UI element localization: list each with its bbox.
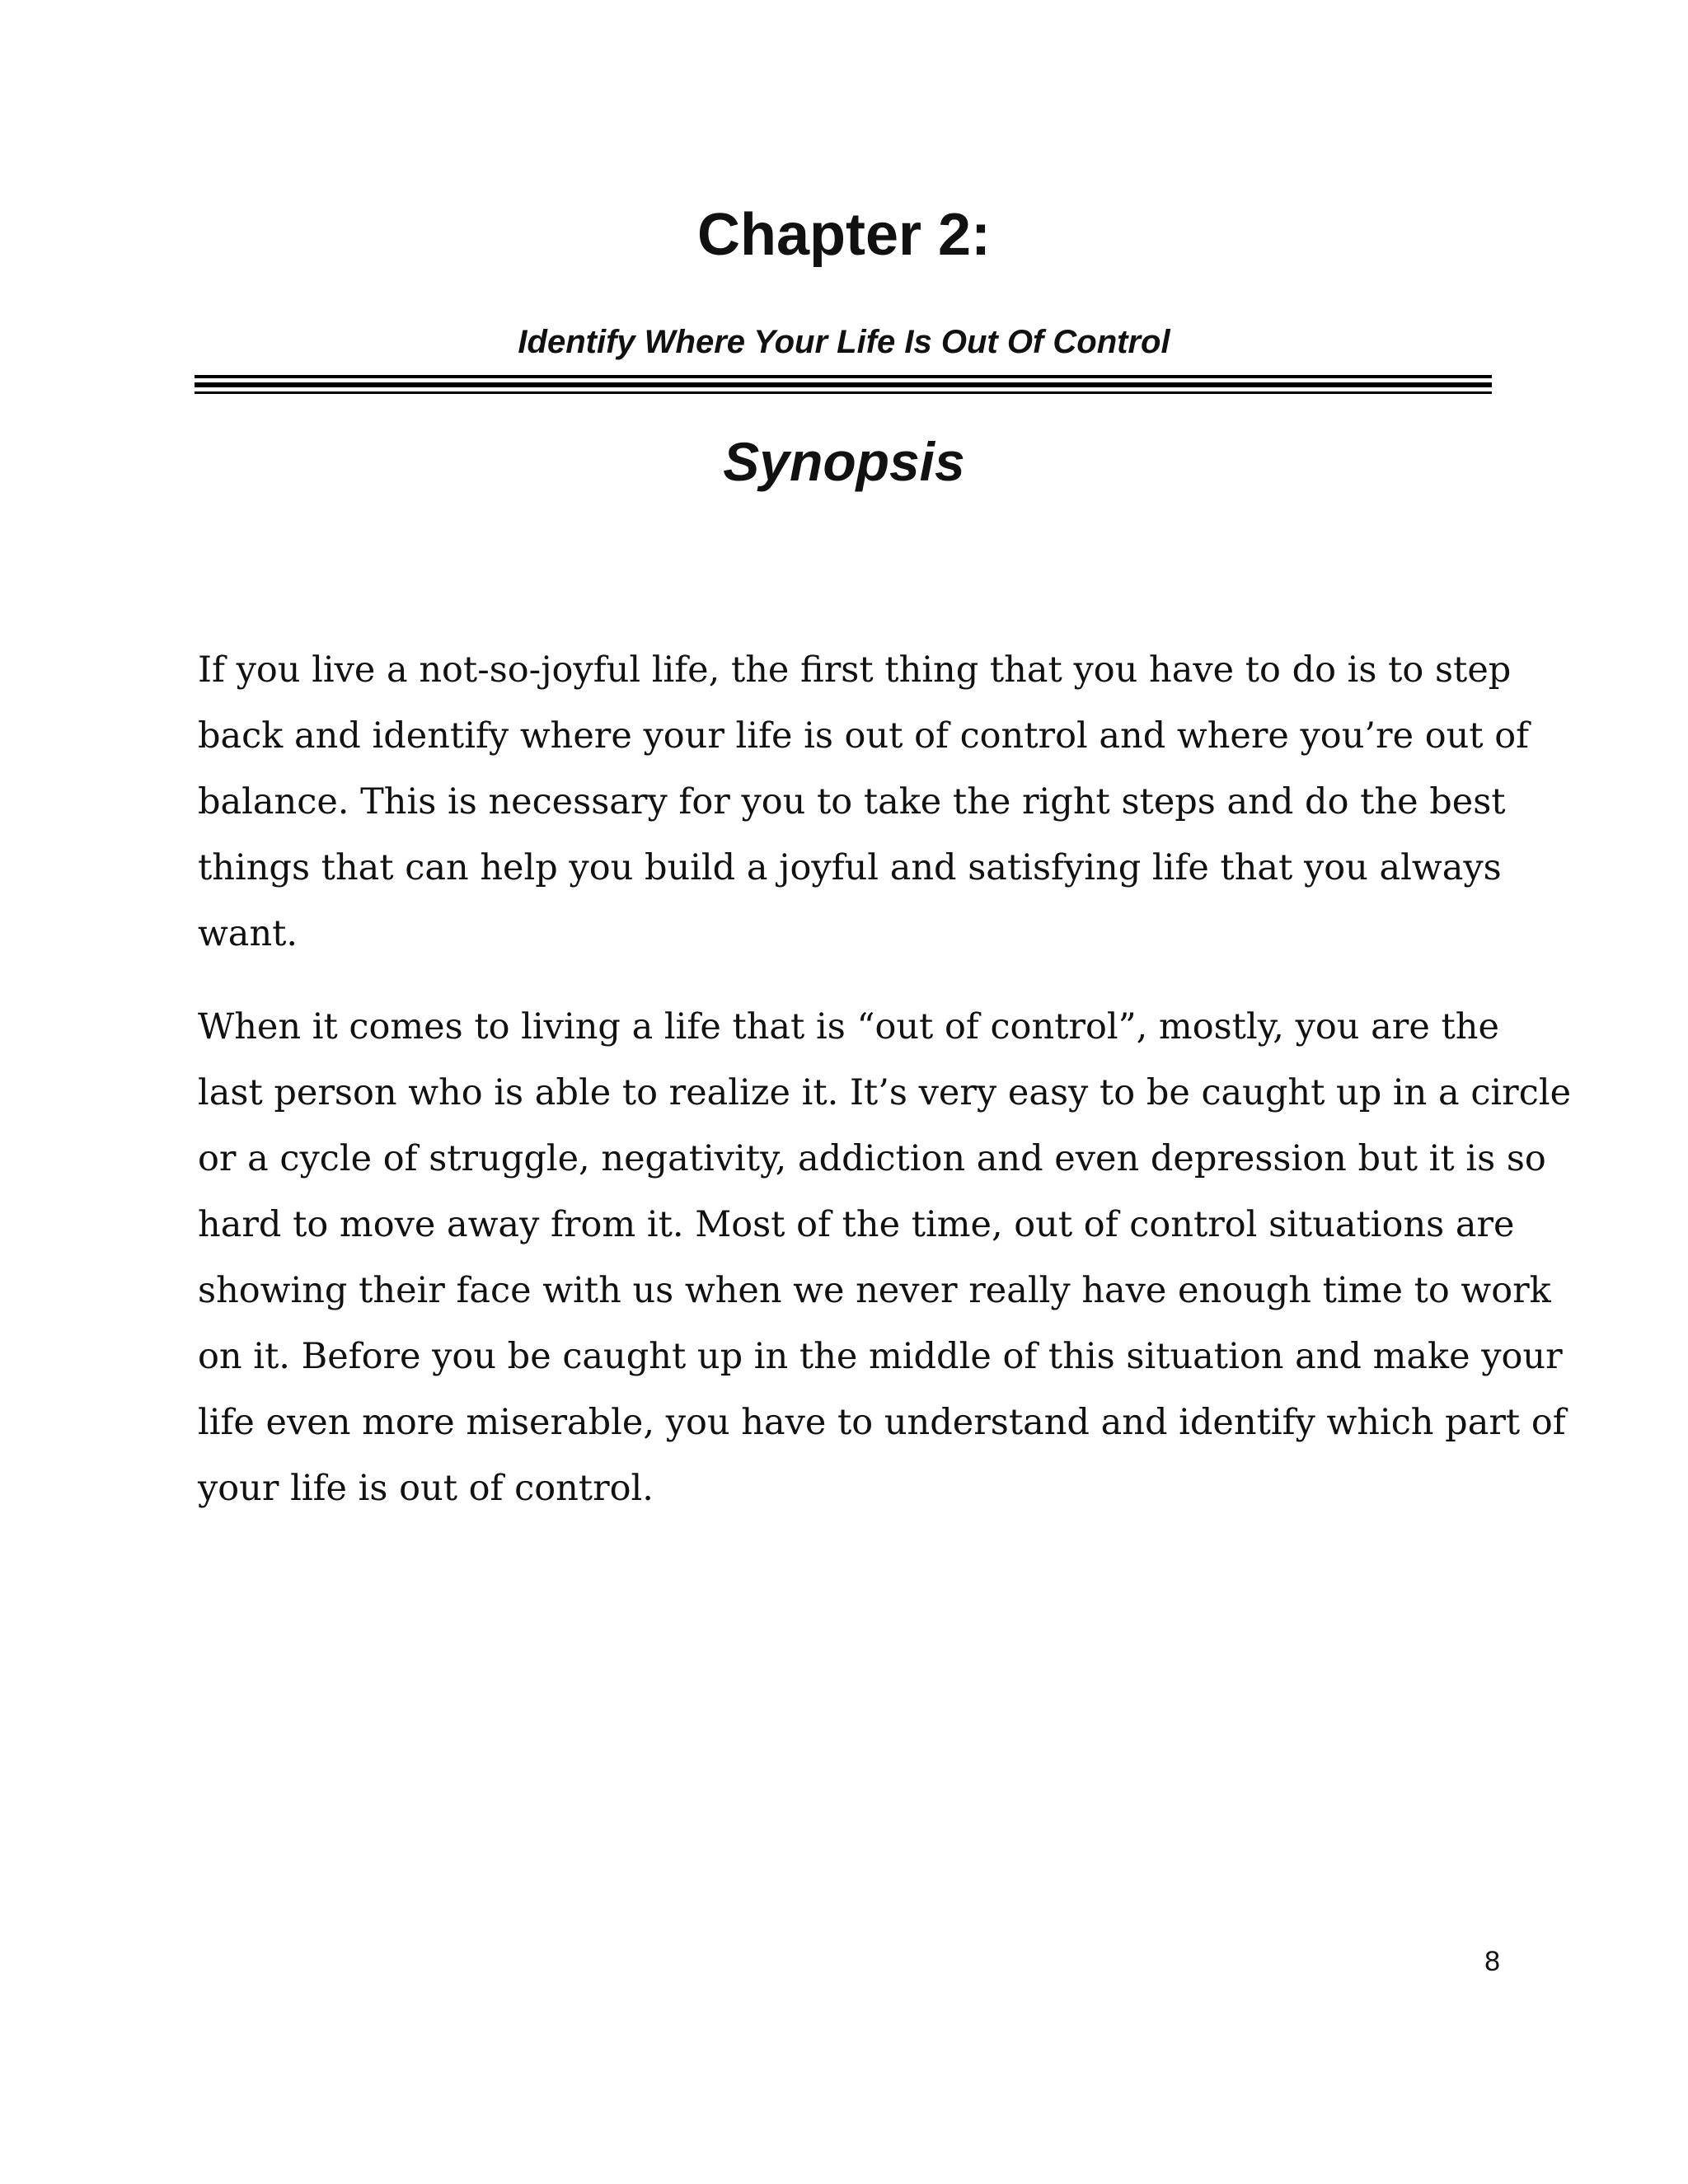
paragraph-line: want. — [198, 913, 298, 954]
paragraph-2 — [198, 994, 1572, 1521]
paragraph-line: on it. Before you be caught up in the middle of this situation and make your — [198, 1336, 1563, 1377]
paragraph-line: If you live a not-so-joyful life, the first thing that you have to do is to step — [198, 649, 1512, 691]
paragraph-line: things that can help you build a joyful and satisfying life that you always — [198, 847, 1502, 888]
divider-line-bottom — [195, 391, 1492, 394]
paragraph-line: life even more miserable, you have to understand and identify which part of — [198, 1402, 1566, 1443]
divider-line-top — [195, 375, 1492, 378]
chapter-subtitle: Identify Where Your Life Is Out Of Control — [518, 324, 1170, 360]
paragraph-line: or a cycle of struggle, negativity, addiction and even depression but it is so — [198, 1138, 1546, 1179]
divider-line-middle — [195, 382, 1492, 387]
paragraph-line: back and identify where your life is out of control and where you’re out of — [198, 715, 1530, 757]
paragraph-line: your life is out of control. — [198, 1468, 654, 1509]
page-number: 8 — [1484, 1946, 1500, 1977]
paragraph-line: last person who is able to realize it. It’s very easy to be caught up in a circle — [198, 1072, 1572, 1113]
paragraph-line: hard to move away from it. Most of the time, out of control situations are — [198, 1204, 1515, 1245]
chapter-title: Chapter 2: — [696, 202, 992, 268]
section-title: Synopsis — [723, 431, 965, 492]
paragraph-line: balance. This is necessary for you to take the right steps and do the best — [198, 781, 1506, 823]
paragraph-line: When it comes to living a life that is “out of control”, mostly, you are the — [198, 1006, 1499, 1047]
paragraph-1 — [198, 637, 1530, 967]
paragraph-line: showing their face with us when we never really have enough time to work — [198, 1270, 1551, 1311]
